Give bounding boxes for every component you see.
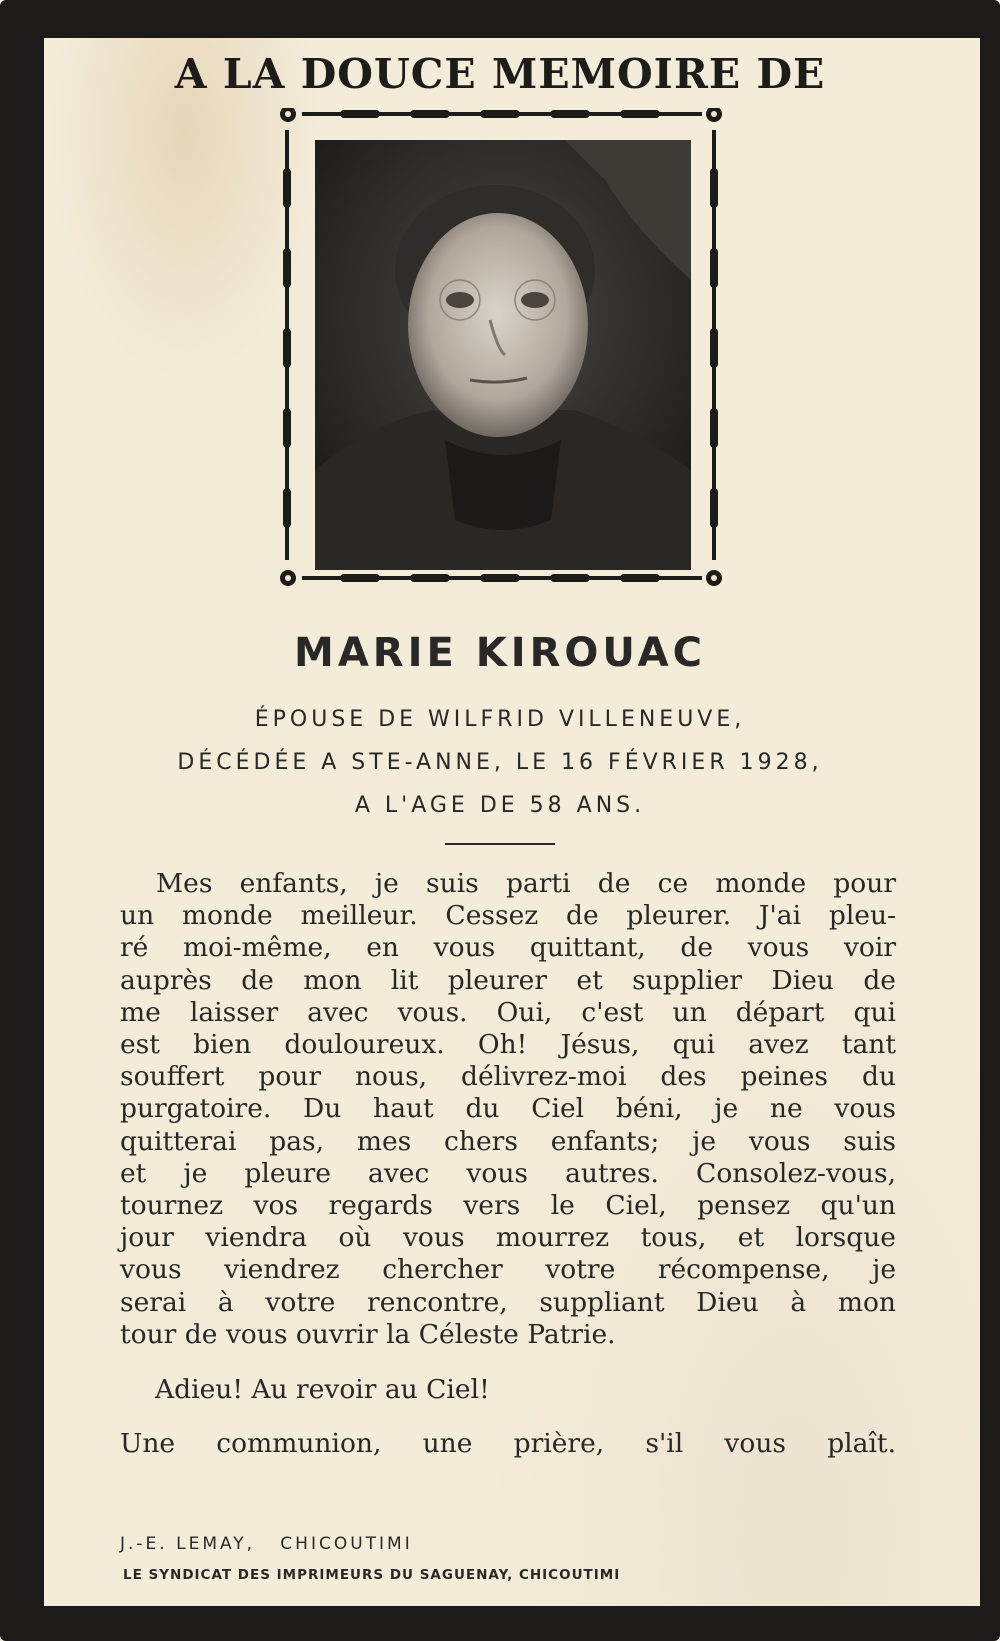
- poem-line: est bien douloureux. Oh! Jésus, qui avez tant: [120, 1029, 896, 1061]
- poem-line: souffert pour nous, délivrez-moi des peines du: [120, 1061, 896, 1093]
- portrait-photo: [315, 140, 691, 570]
- poem-line: et je pleure avec vous autres. Consolez-vous,: [120, 1157, 896, 1189]
- death-line: DÉCÉDÉE A STE-ANNE, LE 16 FÉVRIER 1928,: [177, 750, 823, 775]
- poem-line: tour de vous ouvrir la Céleste Patrie.: [120, 1318, 616, 1350]
- spouse-line: ÉPOUSE DE WILFRID VILLENEUVE,: [254, 707, 746, 732]
- poem-line: Mes enfants, je suis parti de ce monde pour: [156, 868, 896, 899]
- prayer-request: Une communion, une prière, s'il vous plaît.: [120, 1428, 896, 1459]
- poem-line: vous viendrez chercher votre récompense, je: [120, 1254, 896, 1286]
- poem-line: auprès de mon lit pleurer et supplier Dieu de: [120, 964, 896, 996]
- farewell-line: Adieu! Au revoir au Ciel!: [155, 1374, 490, 1405]
- deceased-name: MARIE KIROUAC: [294, 630, 706, 676]
- memorial-heading: A LA DOUCE MEMOIRE DE: [174, 50, 826, 98]
- portrait-illustration: [315, 140, 691, 570]
- divider-rule: [445, 843, 555, 845]
- poem-line: ré moi-même, en vous quittant, de vous voir: [120, 932, 896, 964]
- poem-line: un monde meilleur. Cessez de pleurer. J'ai pleu-: [120, 900, 896, 932]
- printer-city: CHICOUTIMI: [280, 1534, 413, 1554]
- poem-line: tournez vos regards vers le Ciel, pensez qu'un: [120, 1190, 896, 1222]
- poem-line: serai à votre rencontre, suppliant Dieu à mon: [120, 1286, 896, 1318]
- poem-line: quitterai pas, mes chers enfants; je vous suis: [120, 1125, 896, 1157]
- age-line: A L'AGE DE 58 ANS.: [354, 793, 646, 818]
- poem-line: purgatoire. Du haut du Ciel béni, je ne vous: [120, 1093, 896, 1125]
- memorial-poem: [120, 868, 896, 1351]
- poem-line: jour viendra où vous mourrez tous, et lorsque: [120, 1222, 896, 1254]
- printer-credit: [120, 1534, 413, 1554]
- printer-name: J.-E. LEMAY,: [120, 1534, 256, 1554]
- poem-line: me laisser avec vous. Oui, c'est un départ qui: [120, 996, 896, 1028]
- syndicate-credit: LE SYNDICAT DES IMPRIMEURS DU SAGUENAY, CHICOUTIMI: [123, 1567, 621, 1583]
